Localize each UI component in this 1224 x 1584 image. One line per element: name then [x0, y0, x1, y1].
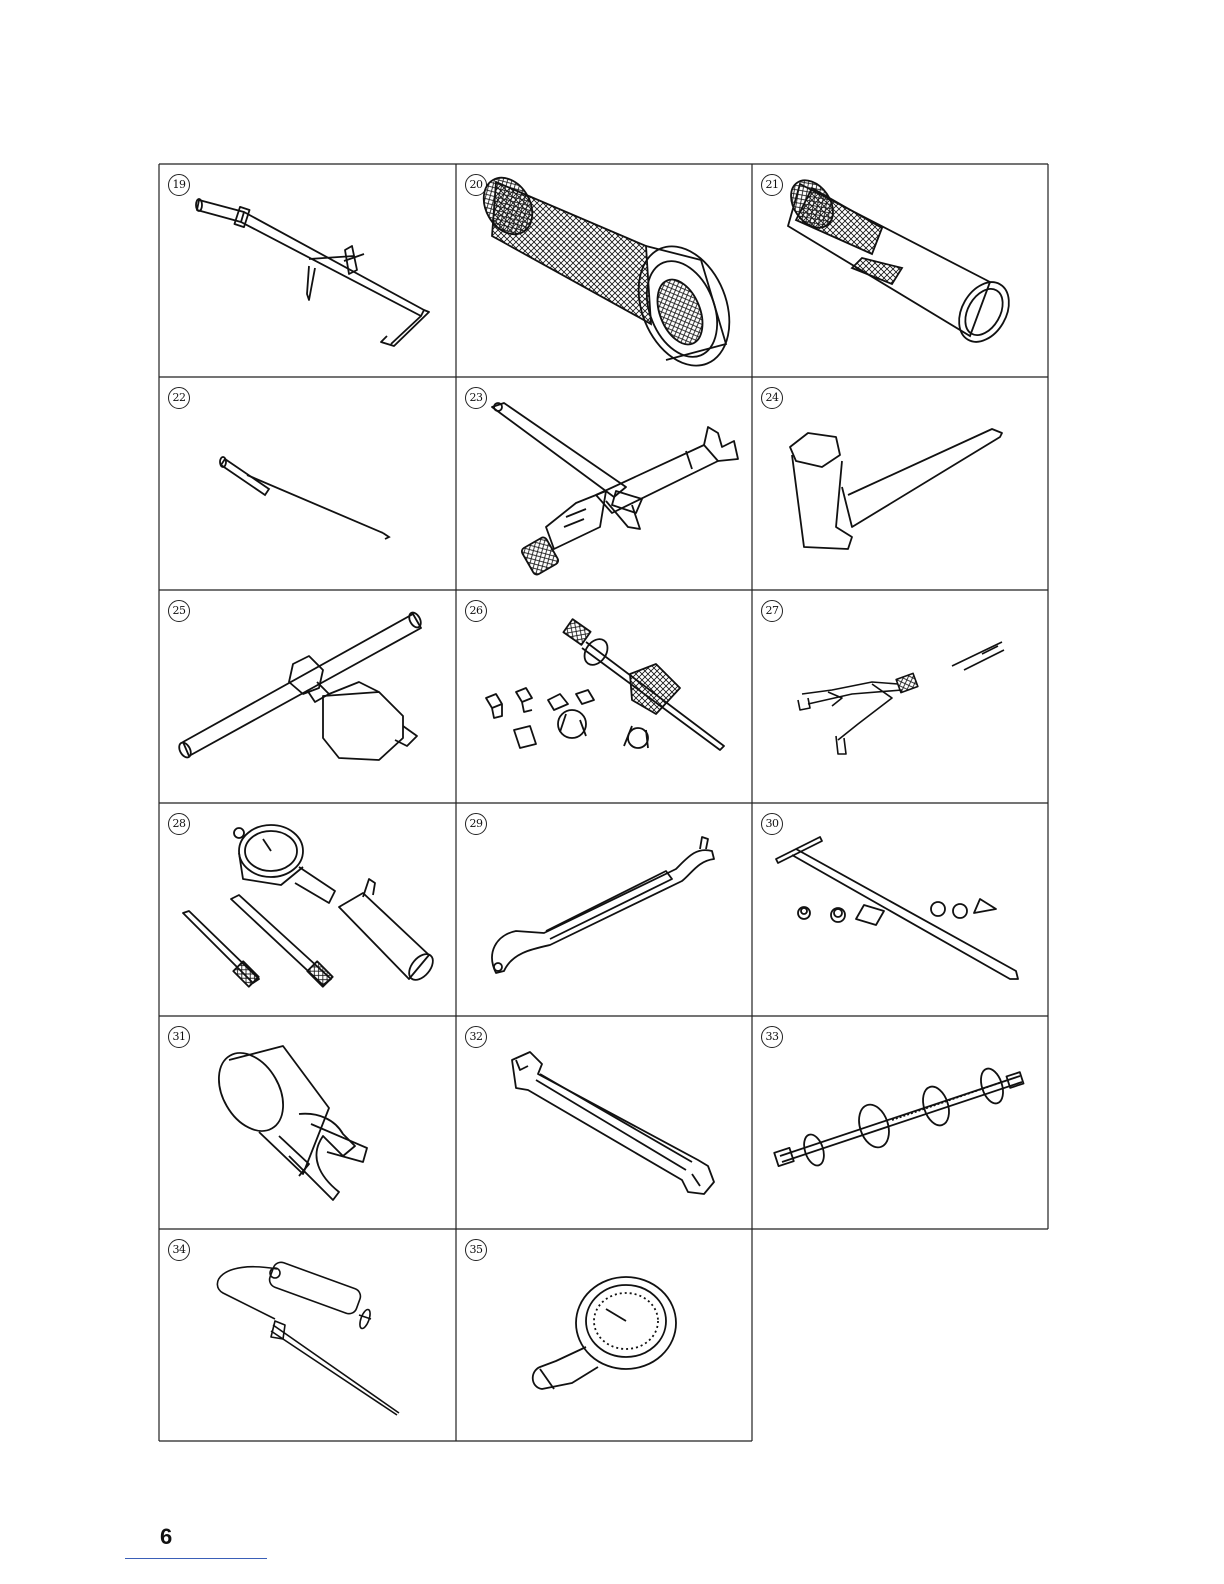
t-bar-puller-icon [159, 590, 456, 803]
l-socket-wrench-icon [752, 377, 1048, 590]
tool-cell-19 [159, 164, 456, 377]
tool-cell-20 [456, 164, 752, 377]
tool-number: 21 [761, 174, 783, 196]
knurled-tube-tool-icon [752, 164, 1048, 377]
threaded-rod-installer-icon [752, 1016, 1048, 1229]
tool-number: 31 [168, 1026, 190, 1048]
tool-number: 22 [168, 387, 190, 409]
tool-cell-32 [456, 1016, 752, 1229]
tool-number: 20 [465, 174, 487, 196]
tool-number: 33 [761, 1026, 783, 1048]
tool-number: 24 [761, 387, 783, 409]
tool-cell-28 [159, 803, 456, 1016]
t-rod-attachment-set-icon [752, 803, 1048, 1016]
feeler-gauge-tool-icon [159, 164, 456, 377]
tool-number: 34 [168, 1239, 190, 1261]
tool-number: 35 [465, 1239, 487, 1261]
t-handle-hook-tool-icon [159, 377, 456, 590]
tool-number: 19 [168, 174, 190, 196]
holder-clamp-tool-icon [456, 377, 752, 590]
tool-number: 28 [168, 813, 190, 835]
page-number: 6 [160, 1524, 173, 1549]
suction-pump-icon [159, 1229, 456, 1441]
tool-number: 32 [465, 1026, 487, 1048]
tool-cell-22 [159, 377, 456, 590]
slide-hammer-set-icon [456, 590, 752, 803]
collet-puller-icon [159, 1016, 456, 1229]
tool-number: 27 [761, 600, 783, 622]
tool-number: 26 [465, 600, 487, 622]
tool-cell-30 [752, 803, 1048, 1016]
tool-cell-26 [456, 590, 752, 803]
bottom-divider [125, 1558, 267, 1559]
tool-number: 30 [761, 813, 783, 835]
tool-cell-29 [456, 803, 752, 1016]
pressure-gauge-icon [456, 1229, 752, 1441]
tool-number: 25 [168, 600, 190, 622]
tool-cell-25 [159, 590, 456, 803]
tool-cell-34 [159, 1229, 456, 1441]
tool-cell-23 [456, 377, 752, 590]
double-open-wrench-icon [456, 1016, 752, 1229]
knurled-sleeve-tool-icon [456, 164, 752, 377]
tool-number: 23 [465, 387, 487, 409]
tool-cell-24 [752, 377, 1048, 590]
tool-cell-35 [456, 1229, 752, 1441]
tool-cell-27 [752, 590, 1048, 803]
dial-gauge-set-icon [159, 803, 456, 1016]
tool-number: 29 [465, 813, 487, 835]
tool-cell-31 [159, 1016, 456, 1229]
tool-cell-33 [752, 1016, 1048, 1229]
hook-spanner-icon [456, 803, 752, 1016]
tool-cell-21 [752, 164, 1048, 377]
snap-ring-pliers-icon [752, 590, 1048, 803]
